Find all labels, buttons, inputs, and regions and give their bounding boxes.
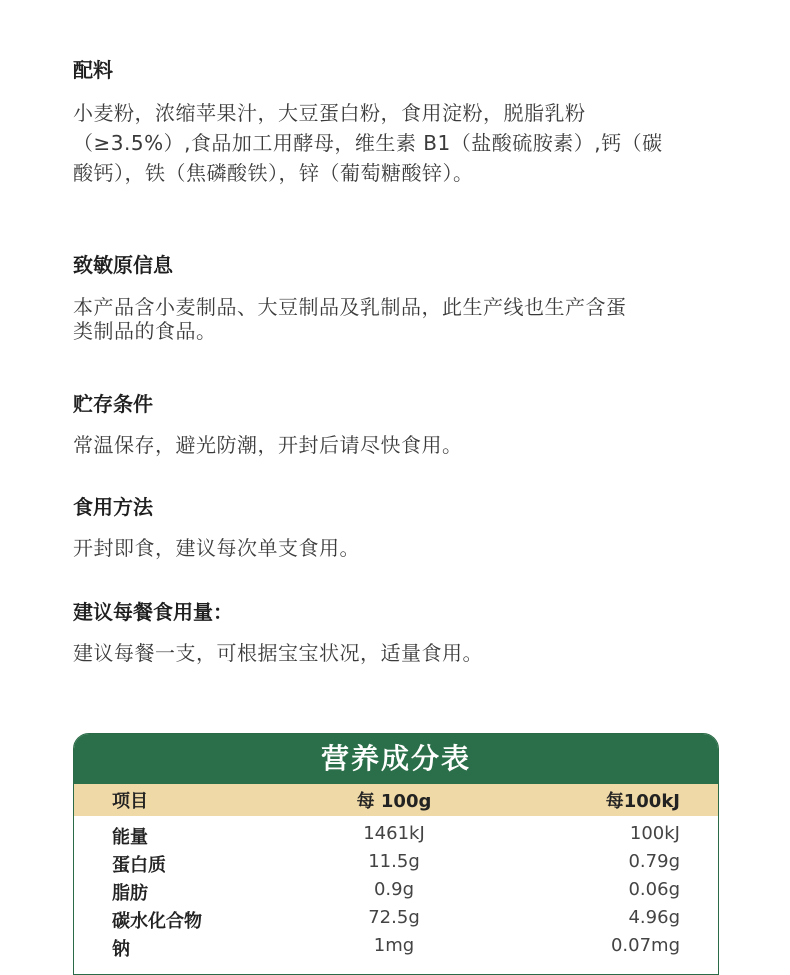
nutrient-name: 能量 [112,827,148,848]
table-row [74,819,718,847]
allergen-section [73,251,733,343]
suggested-amount-heading: 建议每餐食用量： [73,600,233,624]
nutrition-table [73,733,719,975]
nutrient-per-100kj: 0.06g [628,878,680,900]
nutrition-table-header [74,784,718,816]
nutrient-per-100g: 72.5g [368,906,420,928]
suggested-amount-text: 建议每餐一支，可根据宝宝状况，适量食用。 [73,641,483,665]
ingredients-line-1: 小麦粉，浓缩苹果汁，大豆蛋白粉，食用淀粉，脱脂乳粉 [73,101,586,125]
usage-heading: 食用方法 [73,495,153,519]
column-header-per-100g: 每 100g [356,791,432,812]
nutrition-table-body [74,816,718,959]
allergen-line-1: 本产品含小麦制品、大豆制品及乳制品，此生产线也生产含蛋 [73,295,627,319]
table-row [74,931,718,959]
storage-text: 常温保存，避光防潮，开封后请尽快食用。 [73,433,463,457]
nutrient-per-100g: 1461kJ [363,822,425,844]
usage-section [73,493,733,563]
allergen-heading: 致敏原信息 [73,253,173,277]
nutrient-name: 蛋白质 [112,855,166,876]
usage-text: 开封即食，建议每次单支食用。 [73,536,360,560]
ingredients-text [73,98,733,188]
allergen-line-2: 类制品的食品。 [73,319,217,343]
table-row [74,875,718,903]
nutrient-per-100g: 11.5g [368,850,420,872]
nutrient-per-100g: 1mg [373,934,415,956]
table-row [74,903,718,931]
table-row [74,847,718,875]
nutrient-name: 脂肪 [112,883,148,904]
column-header-per-100kj: 每100kJ [605,791,680,812]
ingredients-section [73,56,733,188]
nutrient-per-100kj: 0.79g [628,850,680,872]
ingredients-heading: 配料 [73,58,113,82]
nutrient-per-100kj: 0.07mg [610,934,680,956]
storage-heading: 贮存条件 [73,392,153,416]
nutrient-per-100kj: 100kJ [629,822,680,844]
nutrient-name: 碳水化合物 [112,911,202,932]
ingredients-line-3: 酸钙），铁（焦磷酸铁），锌（葡萄糖酸锌）。 [73,161,474,185]
column-header-item: 项目 [112,791,148,812]
storage-section [73,390,733,460]
nutrient-name: 钠 [112,939,130,960]
nutrition-table-title: 营养成分表 [74,734,718,784]
nutrient-per-100g: 0.9g [373,878,415,900]
allergen-text [73,295,733,343]
nutrient-per-100kj: 4.96g [628,906,680,928]
suggested-amount-section [73,598,733,668]
ingredients-line-2: （≥3.5%）,食品加工用酵母，维生素 B1（盐酸硫胺素）,钙（碳 [73,131,663,155]
